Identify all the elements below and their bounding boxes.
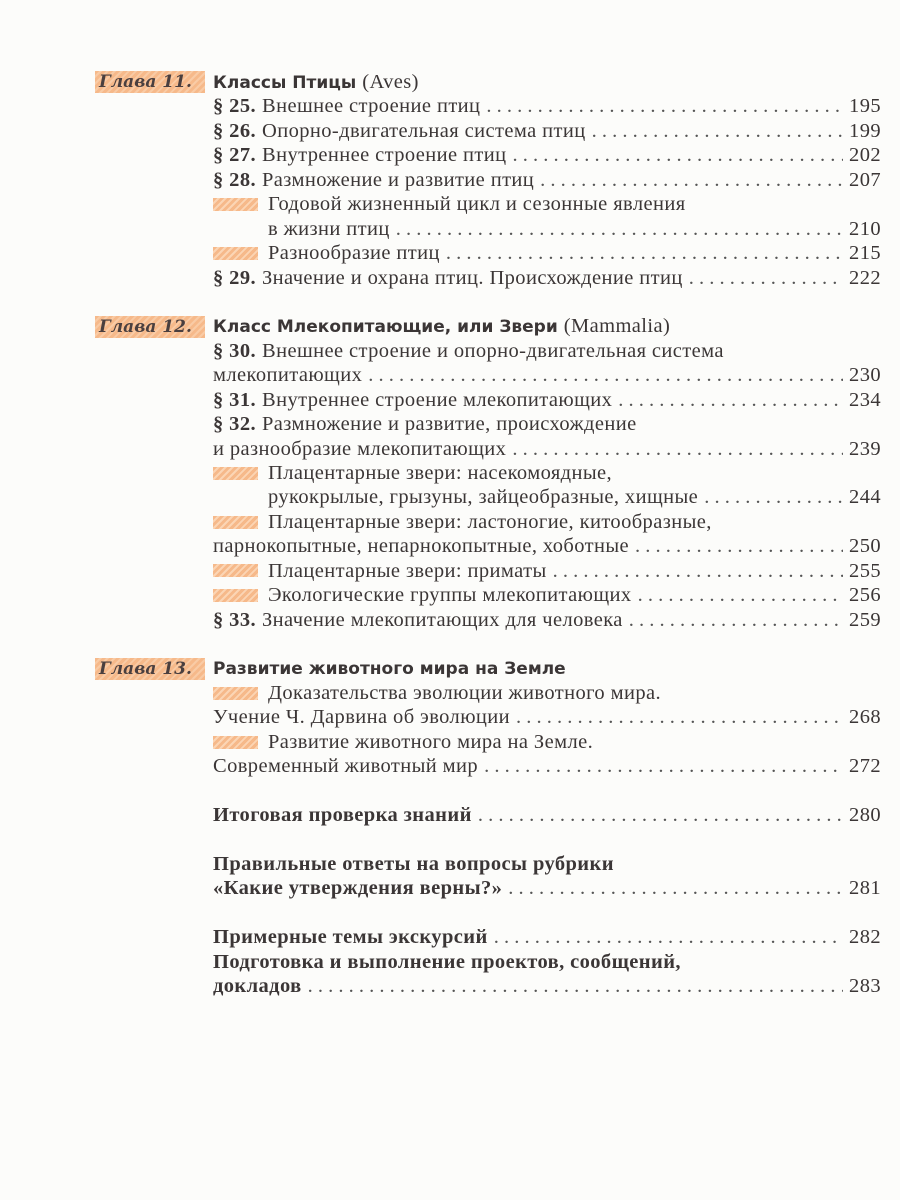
toc-entry[interactable] <box>95 412 881 436</box>
page-number: 280 <box>849 804 881 827</box>
chapter-label: Глава 13. <box>95 658 205 680</box>
toc-entry[interactable] <box>95 925 881 949</box>
toc-entry[interactable] <box>95 192 881 216</box>
chapter-heading[interactable] <box>95 314 881 338</box>
page-number: 210 <box>849 217 881 240</box>
toc-entry[interactable] <box>95 803 881 827</box>
dot-leader <box>704 485 843 509</box>
section-marker-icon <box>213 564 258 577</box>
dot-leader <box>512 437 843 461</box>
toc-entry[interactable] <box>95 510 881 534</box>
toc-entry[interactable] <box>95 876 881 900</box>
dot-leader <box>484 754 843 778</box>
entry-text: и разнообразие млекопитающих <box>213 437 507 460</box>
toc-entry[interactable] <box>95 852 881 876</box>
section-number: § 25. <box>213 95 256 118</box>
toc-entry[interactable] <box>95 143 881 167</box>
toc-entry[interactable] <box>95 559 881 583</box>
toc-entry[interactable] <box>95 241 881 265</box>
page-number: 256 <box>849 584 881 607</box>
spacer <box>95 632 881 656</box>
toc-entry[interactable] <box>95 339 881 363</box>
page-number: 202 <box>849 144 881 167</box>
spacer <box>95 290 881 314</box>
dot-leader <box>618 388 843 412</box>
section-number: § 31. <box>213 388 256 411</box>
dot-leader <box>486 94 843 118</box>
entry-text: Итоговая проверка знаний <box>213 804 472 827</box>
toc-entry[interactable] <box>95 437 881 461</box>
chapter-title: Классы Птицы <box>213 73 357 93</box>
section-marker-icon <box>213 589 258 602</box>
entry-text: Развитие животного мира на Земле. <box>268 730 594 753</box>
page-number: 283 <box>849 975 881 998</box>
entry-text: Разнообразие птиц <box>268 242 440 265</box>
chapter-title: Развитие животного мира на Земле <box>213 658 566 679</box>
section-number: § 29. <box>213 266 256 289</box>
entry-text: Внешнее строение птиц <box>262 95 481 118</box>
chapter-title: Класс Млекопитающие, или Звери <box>213 317 558 338</box>
page-number: 282 <box>849 926 881 949</box>
section-number: § 32. <box>213 413 256 436</box>
entry-text: Внутреннее строение млекопитающих <box>262 388 613 411</box>
entry-text: Внешнее строение и опорно-двигательная система <box>262 339 724 362</box>
dot-leader <box>629 608 843 632</box>
entry-text: Размножение и развитие, происхождение <box>262 413 637 436</box>
toc-entry[interactable] <box>95 754 881 778</box>
page-number: 222 <box>849 266 881 289</box>
entry-text: Годовой жизненный цикл и сезонные явления <box>268 193 686 216</box>
entry-text: «Какие утверждения верны?» <box>213 877 503 900</box>
section-number: § 28. <box>213 168 256 191</box>
chapter-latin-name: (Mammalia) <box>563 315 671 338</box>
toc-entry[interactable] <box>95 583 881 607</box>
entry-text: Опорно-двигательная система птиц <box>262 119 586 142</box>
page-number: 234 <box>849 388 881 411</box>
entry-text: Размножение и развитие птиц <box>262 168 535 191</box>
chapter-heading[interactable] <box>95 70 881 94</box>
entry-text: Плацентарные звери: насекомоядные, <box>268 462 613 484</box>
dot-leader <box>635 534 843 558</box>
toc-entry[interactable] <box>95 485 881 509</box>
page-number: 244 <box>849 486 881 509</box>
dot-leader <box>396 217 843 241</box>
page-number: 255 <box>849 559 881 582</box>
toc-entry[interactable] <box>95 461 881 485</box>
section-marker-icon <box>213 467 258 480</box>
dot-leader <box>553 559 843 583</box>
entry-text: Примерные темы экскурсий <box>213 926 488 949</box>
spacer <box>95 779 881 803</box>
entry-text: Экологические группы млекопитающих <box>268 584 632 607</box>
page-number: 259 <box>849 608 881 631</box>
section-marker-icon <box>213 516 258 529</box>
toc-entry[interactable] <box>95 534 881 558</box>
section-number: § 26. <box>213 119 256 142</box>
page-number: 272 <box>849 755 881 778</box>
dot-leader <box>494 925 843 949</box>
section-marker-icon <box>213 736 258 749</box>
toc-entry[interactable] <box>95 730 881 754</box>
page-number: 195 <box>849 95 881 118</box>
dot-leader <box>592 119 843 143</box>
entry-text: в жизни птиц <box>268 217 390 240</box>
chapter-heading[interactable] <box>95 657 881 681</box>
section-number: § 27. <box>213 144 256 167</box>
page-number: 250 <box>849 535 881 558</box>
toc-entry[interactable] <box>95 94 881 118</box>
page-number: 215 <box>849 242 881 265</box>
toc-entry[interactable] <box>95 168 881 192</box>
spacer <box>95 901 881 925</box>
entry-text: Правильные ответы на вопросы рубрики <box>213 853 614 875</box>
entry-text: Значение и охрана птиц. Происхождение птиц <box>262 266 683 289</box>
entry-text: докладов <box>213 975 302 998</box>
section-marker-icon <box>213 198 258 211</box>
entry-text: парнокопытные, непарнокопытные, хоботные <box>213 535 630 558</box>
toc-entry[interactable] <box>95 705 881 729</box>
chapter-label: Глава 11. <box>95 71 205 93</box>
section-marker-icon <box>213 687 258 700</box>
entry-text: рукокрылые, грызуны, зайцеобразные, хищные <box>268 486 699 509</box>
entry-text: Учение Ч. Дарвина об эволюции <box>213 706 511 729</box>
dot-leader <box>308 974 843 998</box>
entry-text: Значение млекопитающих для человека <box>262 608 623 631</box>
toc-entry[interactable] <box>95 363 881 387</box>
toc-entry[interactable] <box>95 119 881 143</box>
page-number: 239 <box>849 437 881 460</box>
toc-entry[interactable] <box>95 266 881 290</box>
entry-text: Внутреннее строение птиц <box>262 144 507 167</box>
toc-entry[interactable] <box>95 388 881 412</box>
entry-text: Современный животный мир <box>213 755 479 778</box>
dot-leader <box>368 363 843 387</box>
entry-text: Плацентарные звери: приматы <box>268 559 547 582</box>
spacer <box>95 828 881 852</box>
page-number: 281 <box>849 877 881 900</box>
page-number: 199 <box>849 119 881 142</box>
dot-leader <box>478 803 843 827</box>
dot-leader <box>508 876 843 900</box>
entry-text: Плацентарные звери: ластоногие, китообразные, <box>268 510 712 533</box>
table-of-contents <box>95 70 881 999</box>
dot-leader <box>638 583 843 607</box>
dot-leader <box>689 266 843 290</box>
section-marker-icon <box>213 247 258 260</box>
dot-leader <box>540 168 843 192</box>
page-number: 207 <box>849 168 881 191</box>
chapter-label: Глава 12. <box>95 316 205 338</box>
dot-leader <box>446 241 843 265</box>
page-number: 230 <box>849 364 881 387</box>
chapter-latin-name: (Aves) <box>362 71 419 93</box>
entry-text: млекопитающих <box>213 364 363 387</box>
entry-text: Доказательства эволюции животного мира. <box>268 681 661 704</box>
toc-entry[interactable] <box>95 681 881 705</box>
entry-text: Подготовка и выполнение проектов, сообщений, <box>213 950 681 973</box>
page-number: 268 <box>849 706 881 729</box>
section-number: § 30. <box>213 339 256 362</box>
dot-leader <box>516 705 843 729</box>
toc-entry[interactable] <box>95 217 881 241</box>
toc-entry[interactable] <box>95 974 881 998</box>
section-number: § 33. <box>213 608 256 631</box>
toc-entry[interactable] <box>95 950 881 974</box>
dot-leader <box>513 143 844 167</box>
toc-entry[interactable] <box>95 608 881 632</box>
